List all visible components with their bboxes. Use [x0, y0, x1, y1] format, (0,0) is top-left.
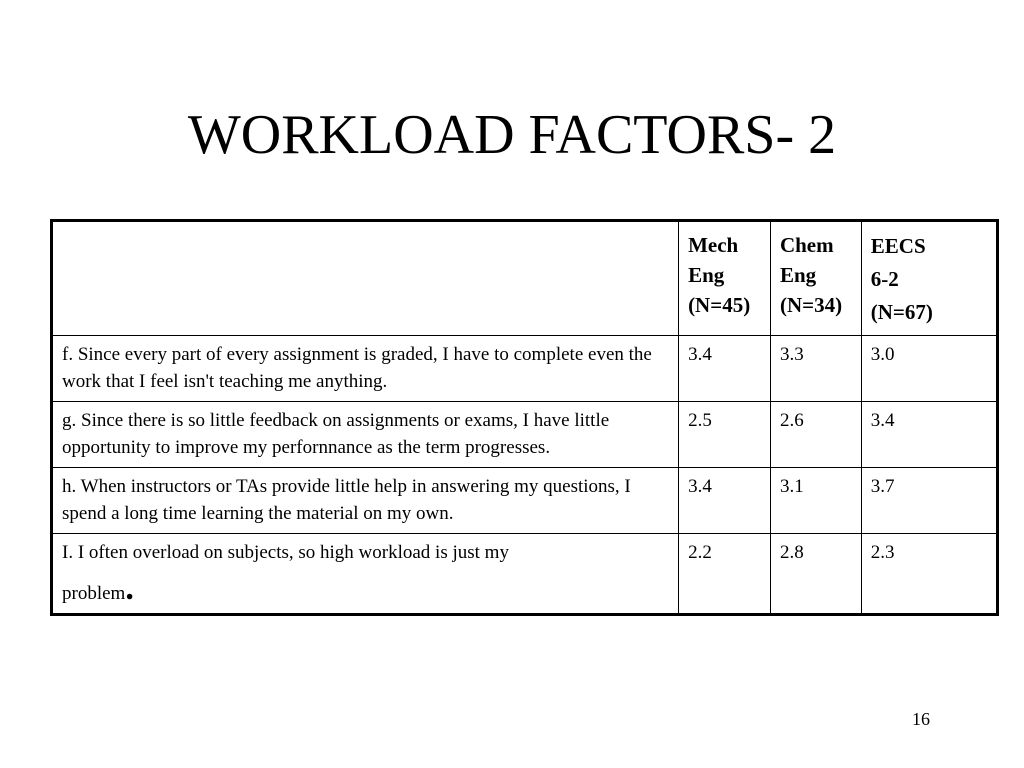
- header-mech-line2: Eng: [688, 263, 725, 287]
- header-mech-eng: [679, 221, 771, 336]
- question-cell: f. Since every part of every assignment is graded, I have to complete even the work that I feel isn't teaching me anything.: [52, 336, 679, 402]
- table-row: [52, 402, 998, 468]
- eecs-value: 3.0: [861, 336, 997, 402]
- chem-value: 2.8: [770, 534, 861, 615]
- header-chem-line1: Chem: [779, 233, 834, 257]
- question-line2: problem: [62, 583, 126, 604]
- header-eecs-line1: EECS: [870, 234, 926, 258]
- page-number: 16: [912, 709, 930, 729]
- eecs-value: 2.3: [861, 534, 997, 615]
- header-chem-eng: [770, 221, 861, 336]
- table-row: [52, 336, 998, 402]
- header-eecs: [861, 221, 997, 336]
- slide-title: WORKLOAD FACTORS- 2: [187, 104, 837, 166]
- question-line1: I. I often overload on subjects, so high workload is just my: [62, 542, 509, 563]
- eecs-value: 3.7: [861, 468, 997, 534]
- header-eecs-line3: (N=67): [870, 300, 933, 324]
- question-period: .: [125, 570, 134, 607]
- mech-value: 3.4: [679, 336, 771, 402]
- survey-table: [50, 219, 999, 616]
- header-mech-line1: Mech: [688, 233, 739, 257]
- question-line2-wrap: [62, 570, 134, 607]
- question-cell: [52, 534, 679, 615]
- question-cell: g. Since there is so little feedback on assignments or exams, I have little opportunity to improve my perfornnance as the term progresses.: [52, 402, 679, 468]
- chem-value: 3.1: [770, 468, 861, 534]
- header-chem-line3: (N=34): [779, 293, 843, 317]
- mech-value: 3.4: [679, 468, 771, 534]
- header-chem-line2: Eng: [779, 263, 817, 287]
- question-cell: h. When instructors or TAs provide little help in answering my questions, I spend a long time learning the material on my own.: [52, 468, 679, 534]
- header-mech-line3: (N=45): [688, 293, 751, 317]
- header-eecs-line2: 6-2: [870, 267, 899, 291]
- mech-value: 2.5: [679, 402, 771, 468]
- chem-value: 2.6: [770, 402, 861, 468]
- mech-value: 2.2: [679, 534, 771, 615]
- table-header-row: [52, 221, 998, 336]
- eecs-value: 3.4: [861, 402, 997, 468]
- chem-value: 3.3: [770, 336, 861, 402]
- table-row: [52, 534, 998, 615]
- table-row: [52, 468, 998, 534]
- header-empty-cell: [52, 221, 679, 336]
